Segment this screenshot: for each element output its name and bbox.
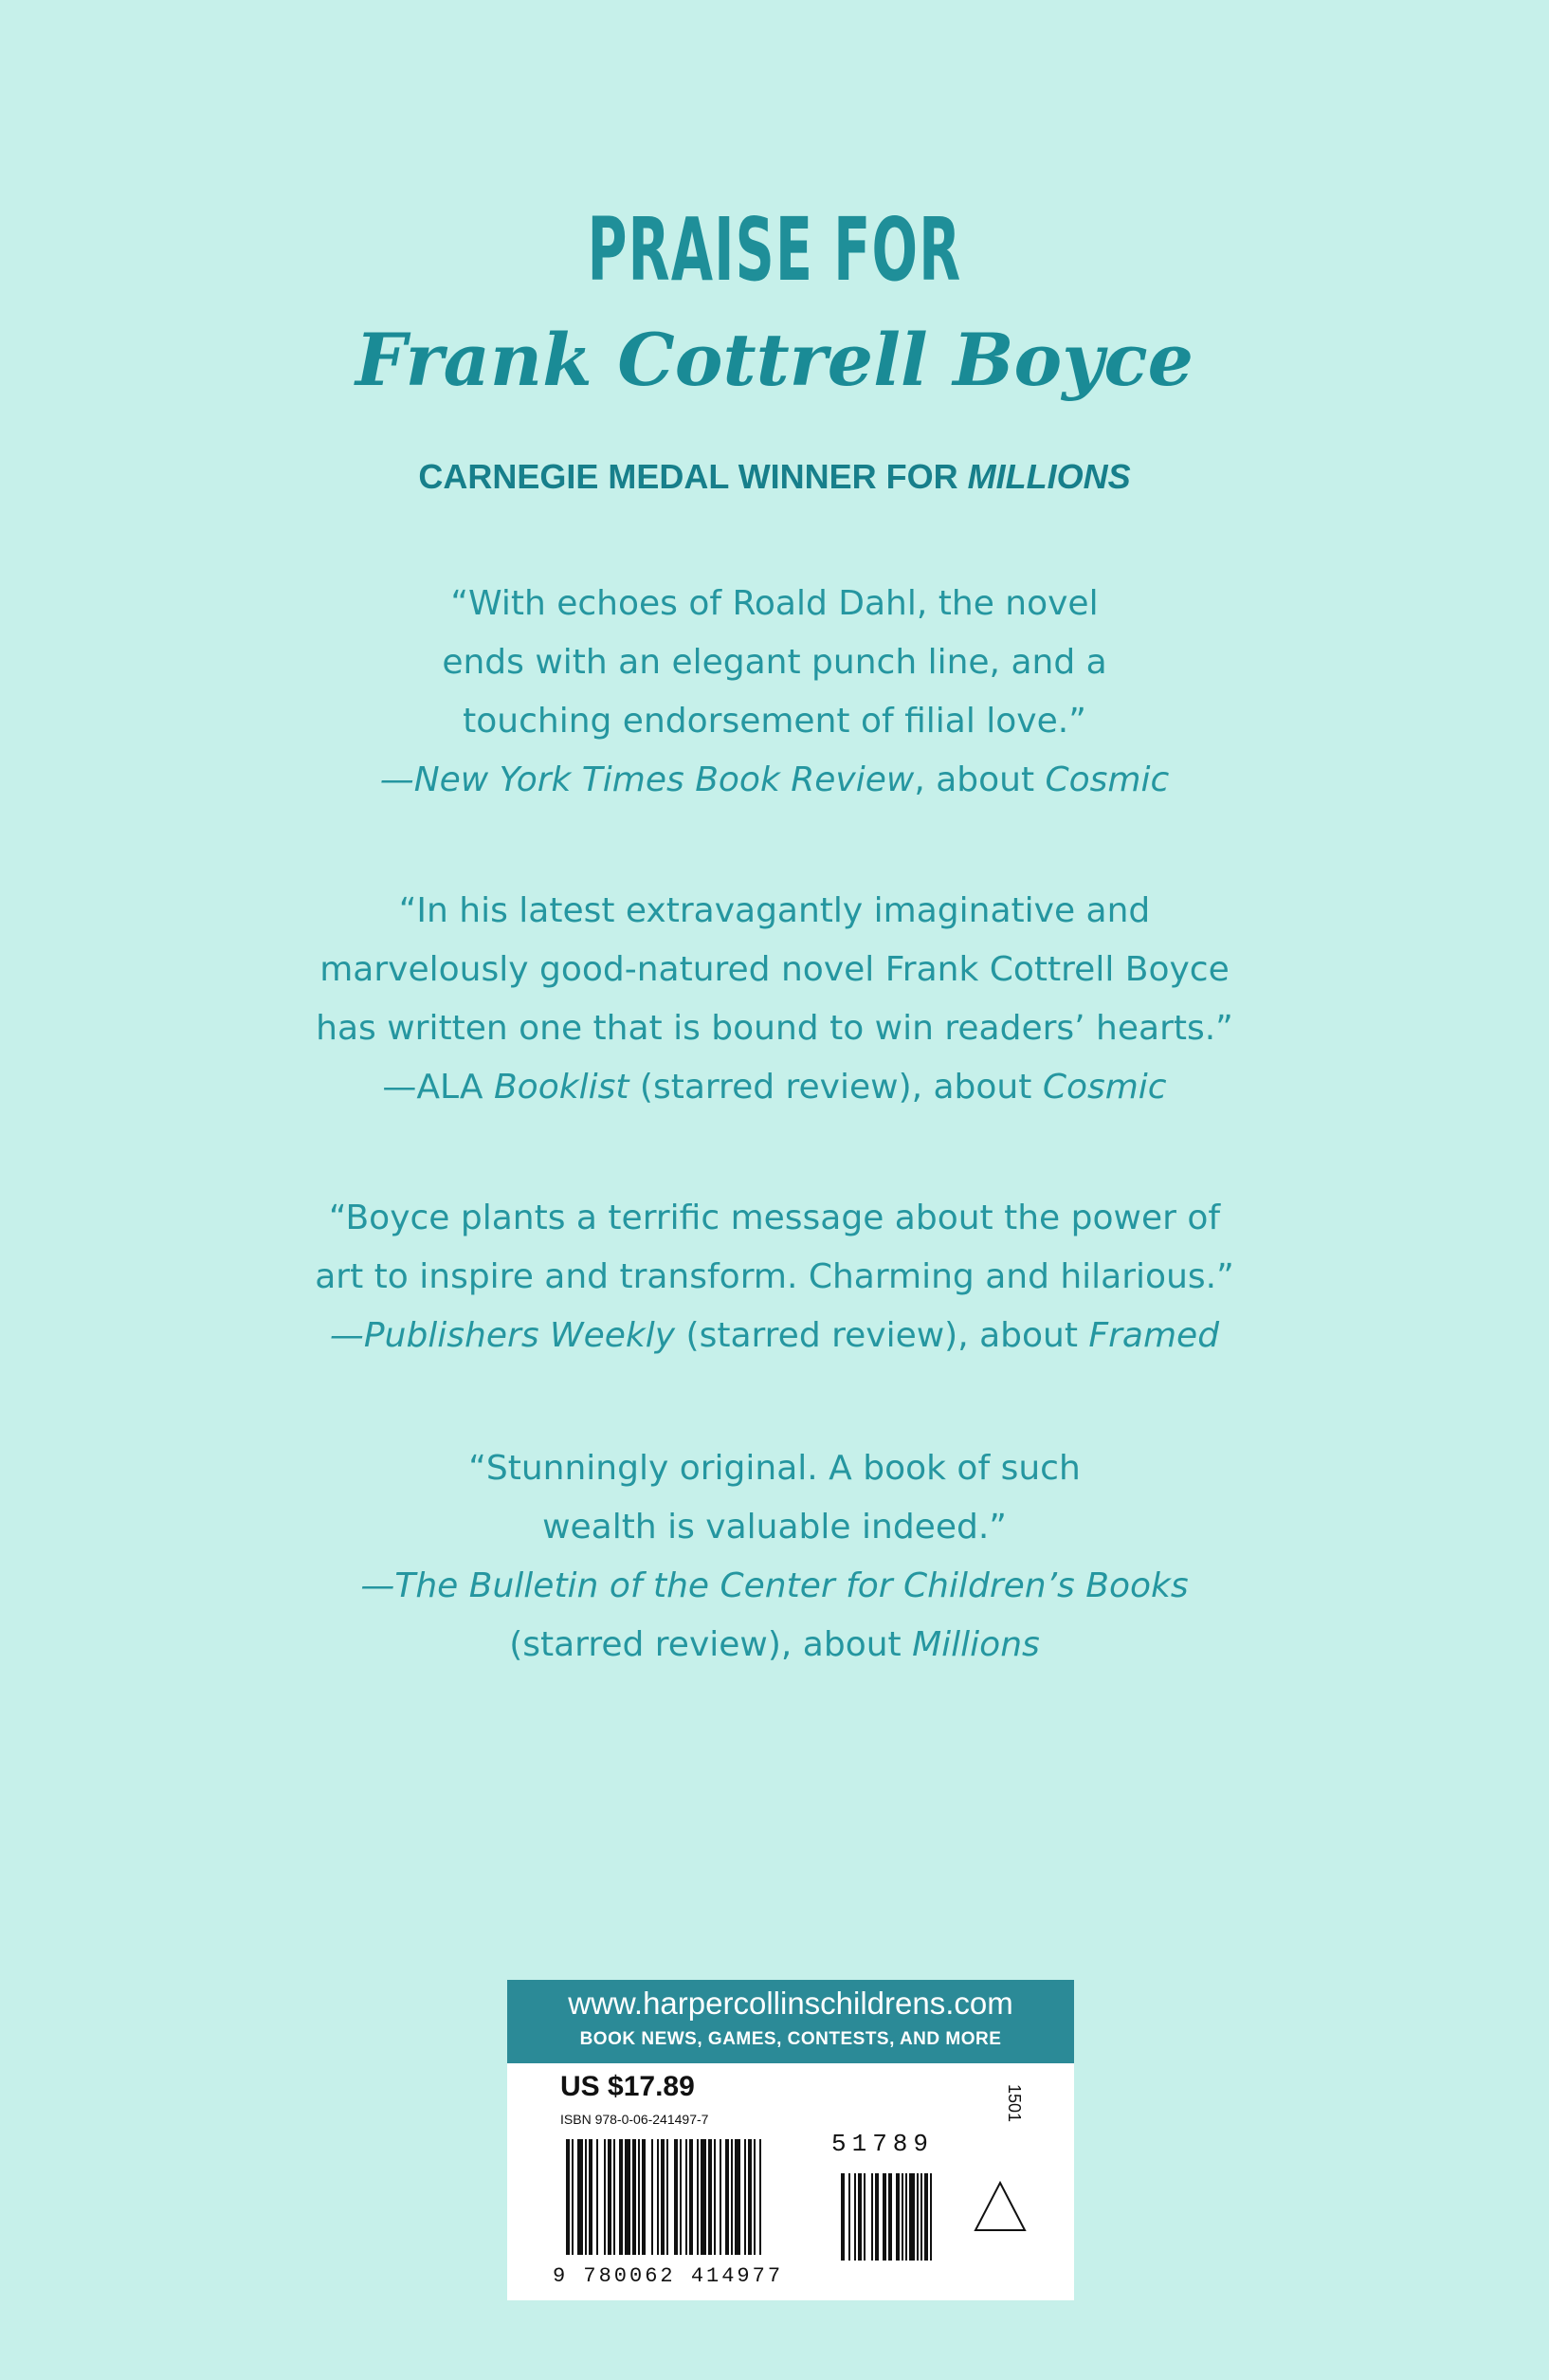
barcode-bar bbox=[638, 2139, 640, 2255]
quote-line: touching endorsement of filial love.” bbox=[463, 702, 1086, 741]
ean-digits: 9 780062 414977 bbox=[553, 2264, 784, 2288]
price: US $17.89 bbox=[560, 2071, 695, 2102]
attribution-about: (starred review), about bbox=[509, 1625, 913, 1664]
barcode-bar bbox=[632, 2139, 636, 2255]
attribution-prefix: —ALA bbox=[382, 1068, 494, 1107]
barcode-bar bbox=[674, 2139, 678, 2255]
barcode-bar bbox=[680, 2139, 682, 2255]
addon-bar bbox=[924, 2173, 928, 2261]
addon-bar bbox=[858, 2173, 862, 2261]
quote-line: “With echoes of Roald Dahl, the novel bbox=[450, 584, 1099, 623]
publisher-url: www.harpercollinschildrens.com bbox=[568, 1986, 1013, 2021]
quote-3 bbox=[0, 1189, 1549, 1365]
barcode-bar bbox=[589, 2139, 592, 2255]
barcode-bar bbox=[666, 2139, 668, 2255]
attribution-book: Cosmic bbox=[1045, 760, 1170, 799]
barcode-bar bbox=[697, 2139, 699, 2255]
price-barcode-sticker bbox=[507, 1980, 1074, 2300]
quote-attribution bbox=[0, 1616, 1549, 1675]
attribution-publication: Booklist bbox=[493, 1068, 629, 1107]
attribution-book: Cosmic bbox=[1042, 1068, 1167, 1107]
attribution-book: Framed bbox=[1088, 1316, 1220, 1355]
addon-bar bbox=[909, 2173, 915, 2261]
barcode-bar bbox=[714, 2139, 716, 2255]
quote-4 bbox=[0, 1439, 1549, 1675]
addon-bar bbox=[930, 2173, 932, 2261]
addon-bar bbox=[888, 2173, 892, 2261]
publisher-banner bbox=[507, 1980, 1074, 2063]
praise-for-heading: PRAISE FOR bbox=[587, 199, 962, 301]
barcode-bar bbox=[689, 2139, 693, 2255]
attribution-about: (starred review), about bbox=[629, 1068, 1043, 1107]
addon-bar bbox=[902, 2173, 903, 2261]
barcode-bar bbox=[754, 2139, 756, 2255]
publisher-tagline: BOOK NEWS, GAMES, CONTESTS, AND MORE bbox=[579, 2029, 1002, 2049]
attribution-publication: —New York Times Book Review bbox=[379, 760, 915, 799]
triangle-icon bbox=[972, 2179, 1029, 2236]
attribution-publication: —Publishers Weekly bbox=[329, 1316, 676, 1355]
barcode-bar bbox=[744, 2139, 746, 2255]
addon-digits: 51789 bbox=[831, 2130, 935, 2158]
quote-line: has written one that is bound to win readers’ hearts.” bbox=[316, 1009, 1233, 1048]
barcode-bar bbox=[596, 2139, 598, 2255]
addon-bar bbox=[896, 2173, 900, 2261]
barcode-bar bbox=[642, 2139, 646, 2255]
vertical-code: 1501 bbox=[1005, 2084, 1024, 2123]
quote-line: ends with an elegant punch line, and a bbox=[442, 643, 1107, 682]
barcode-bar bbox=[701, 2139, 706, 2255]
addon-bar bbox=[841, 2173, 845, 2261]
barcode-bar bbox=[708, 2139, 712, 2255]
attribution-book: Millions bbox=[912, 1625, 1040, 1664]
barcode-bar bbox=[619, 2139, 623, 2255]
barcode-bar bbox=[661, 2139, 665, 2255]
barcode-bar bbox=[735, 2139, 740, 2255]
quote-1 bbox=[0, 575, 1549, 810]
addon-bar bbox=[848, 2173, 850, 2261]
attribution-publication: —The Bulletin of the Center for Children’s Books bbox=[360, 1566, 1189, 1605]
addon-bar bbox=[920, 2173, 922, 2261]
addon-bar bbox=[871, 2173, 873, 2261]
award-prefix: CARNEGIE MEDAL WINNER FOR bbox=[418, 457, 968, 496]
quote-line: wealth is valuable indeed.” bbox=[542, 1508, 1007, 1547]
barcode-bar bbox=[759, 2139, 761, 2255]
barcode-bar bbox=[651, 2139, 653, 2255]
quote-2 bbox=[0, 882, 1549, 1117]
attribution-about: (starred review), about bbox=[675, 1316, 1089, 1355]
award-title: MILLIONS bbox=[967, 457, 1131, 496]
barcode-bar bbox=[572, 2139, 574, 2255]
barcode-bar bbox=[685, 2139, 687, 2255]
barcode-bar bbox=[585, 2139, 587, 2255]
addon-bar bbox=[875, 2173, 879, 2261]
barcode-bar bbox=[577, 2139, 583, 2255]
quote-line: marvelously good-natured novel Frank Cottrell Boyce bbox=[319, 950, 1230, 989]
author-name: Frank Cottrell Boyce bbox=[355, 318, 1194, 402]
quote-attribution bbox=[0, 1058, 1549, 1117]
quote-line: “Boyce plants a terrific message about the power of bbox=[328, 1199, 1221, 1237]
barcode-bar bbox=[720, 2139, 721, 2255]
barcode-bar bbox=[566, 2139, 570, 2255]
addon-bar bbox=[917, 2173, 919, 2261]
barcode-bar bbox=[731, 2139, 733, 2255]
attribution-about: , about bbox=[914, 760, 1046, 799]
quote-line: art to inspire and transform. Charming and hilarious.” bbox=[315, 1257, 1234, 1296]
barcode-bar bbox=[657, 2139, 659, 2255]
award-line bbox=[0, 457, 1549, 497]
isbn: ISBN 978-0-06-241497-7 bbox=[560, 2112, 709, 2127]
addon-bar bbox=[864, 2173, 866, 2261]
addon-bar bbox=[905, 2173, 907, 2261]
addon-bar bbox=[854, 2173, 856, 2261]
barcode-bar bbox=[725, 2139, 729, 2255]
quote-line: “Stunningly original. A book of such bbox=[468, 1449, 1081, 1488]
barcode-bar bbox=[608, 2139, 611, 2255]
quote-line: “In his latest extravagantly imaginative and bbox=[398, 891, 1151, 930]
barcode-bar bbox=[748, 2139, 752, 2255]
barcode-bar bbox=[604, 2139, 606, 2255]
addon-bar bbox=[883, 2173, 886, 2261]
barcode-bar bbox=[613, 2139, 615, 2255]
quote-attribution bbox=[0, 751, 1549, 810]
barcode-bar bbox=[625, 2139, 630, 2255]
quote-attribution bbox=[0, 1307, 1549, 1365]
